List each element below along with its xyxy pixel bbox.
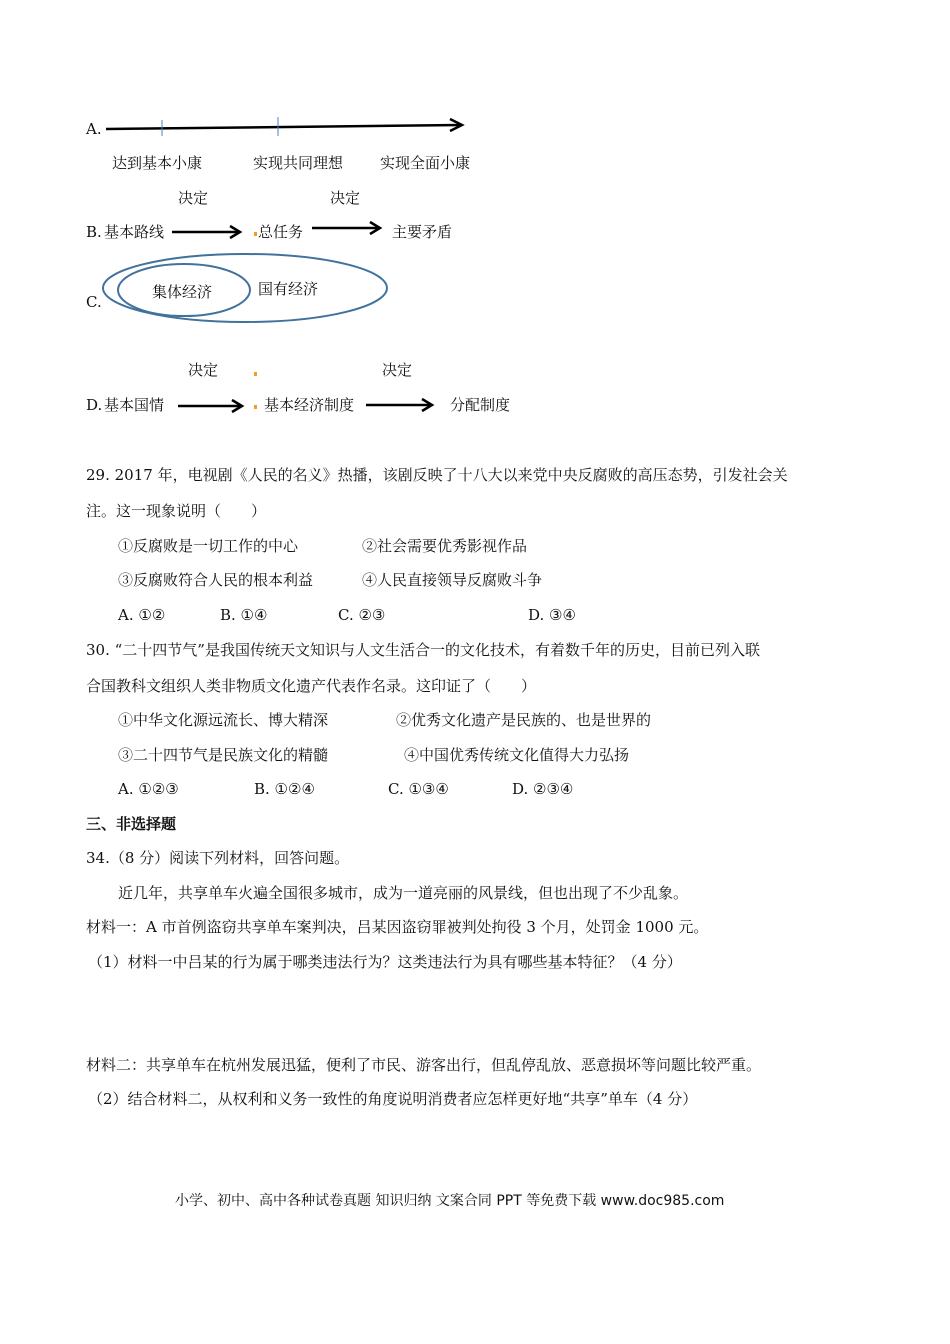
q30-option-c: C. ①③④ [388, 780, 449, 798]
option-d-arrow-1 [176, 396, 256, 416]
material-2: 材料二：共享单车在杭州发展迅猛，便利了市民、游客出行，但乱停乱放、恶意损坏等问题比较严重。 [86, 1056, 762, 1074]
option-d-node-3: 分配制度 [450, 396, 511, 414]
page-footer: 小学、初中、高中各种试卷真题 知识归纳 文案合同 PPT 等免费下载 www.doc985.com [175, 1193, 725, 1209]
q29-statement-2: ②社会需要优秀影视作品 [362, 537, 528, 555]
option-d-arrow-2 [364, 395, 444, 415]
option-a-letter: A. [86, 120, 102, 138]
timeline-arrow [100, 110, 500, 140]
sub-question-2: （2）结合材料二，从权利和义务一致性的角度说明消费者应怎样更好地“共享”单车（4 分） [88, 1090, 698, 1108]
q29-option-c: C. ②③ [338, 606, 386, 624]
option-b-above-2: 决定 [330, 189, 361, 207]
option-b-node-1: 基本路线 [104, 223, 165, 241]
q29-statement-4: ④人民直接领导反腐败斗争 [362, 571, 543, 589]
sub-question-1: （1）材料一中吕某的行为属于哪类违法行为？这类违法行为具有哪些基本特征？（4 分） [88, 953, 682, 971]
option-d-dot-top [254, 372, 257, 376]
option-d-letter: D. [86, 396, 103, 414]
q30-option-d: D. ②③④ [512, 780, 574, 798]
option-d-node-2: 基本经济制度 [264, 396, 355, 414]
option-b-letter: B. [86, 223, 102, 241]
q30-stem-line1: 30. “二十四节气”是我国传统天文知识与人文生活合一的文化技术，有着数千年的历史，目前已列入联 [86, 641, 760, 659]
q30-stem-line2: 合国教科文组织人类非物质文化遗产代表作名录。这印证了（ ） [86, 677, 537, 695]
option-b-above-1: 决定 [178, 189, 209, 207]
section-heading: 三、非选择题 [86, 815, 177, 833]
q30-statement-2: ②优秀文化遗产是民族的、也是世界的 [396, 711, 652, 729]
timeline-label-2: 实现共同理想 [253, 154, 344, 172]
timeline-label-3: 实现全面小康 [380, 154, 471, 172]
q29-statement-3: ③反腐败符合人民的根本利益 [118, 571, 314, 589]
q29-stem-line1: 29. 2017 年，电视剧《人民的名义》热播，该剧反映了十八大以来党中央反腐败的高压态势，引发社会关 [86, 466, 788, 484]
material-1: 材料一：A 市首例盗窃共享单车案判决，吕某因盗窃罪被判处拘役 3 个月，处罚金 1000 元。 [86, 918, 709, 936]
venn-inner-label: 集体经济 [152, 283, 213, 301]
option-d-above-1: 决定 [188, 361, 219, 379]
q30-option-a: A. ①②③ [118, 780, 179, 798]
venn-diagram [100, 252, 400, 332]
q34-stem: 34.（8 分）阅读下列材料，回答问题。 [86, 849, 350, 867]
venn-outer-label: 国有经济 [258, 280, 319, 298]
option-d-node-1: 基本国情 [104, 396, 165, 414]
option-b-arrow-2 [310, 218, 390, 238]
q29-stem-line2: 注。这一现象说明（ ） [86, 502, 267, 520]
option-b-node-3: 主要矛盾 [392, 223, 453, 241]
q29-statement-1: ①反腐败是一切工作的中心 [118, 537, 299, 555]
option-c-letter: C. [86, 293, 102, 311]
q30-statement-3: ③二十四节气是民族文化的精髓 [118, 746, 329, 764]
q34-intro: 近几年，共享单车火遍全国很多城市，成为一道亮丽的风景线，但也出现了不少乱象。 [118, 884, 689, 902]
option-d-above-2: 决定 [382, 361, 413, 379]
q29-option-d: D. ③④ [528, 606, 576, 624]
timeline-label-1: 达到基本小康 [112, 154, 203, 172]
q30-statement-4: ④中国优秀传统文化值得大力弘扬 [404, 746, 630, 764]
q29-option-a: A. ①② [118, 606, 166, 624]
option-b-arrow-1 [170, 222, 250, 242]
q30-statement-1: ①中华文化源远流长、博大精深 [118, 711, 329, 729]
option-d-dot [254, 405, 257, 409]
option-b-dot [254, 232, 257, 236]
q29-option-b: B. ①④ [220, 606, 268, 624]
q30-option-b: B. ①②④ [254, 780, 315, 798]
option-b-node-2: 总任务 [258, 223, 304, 241]
